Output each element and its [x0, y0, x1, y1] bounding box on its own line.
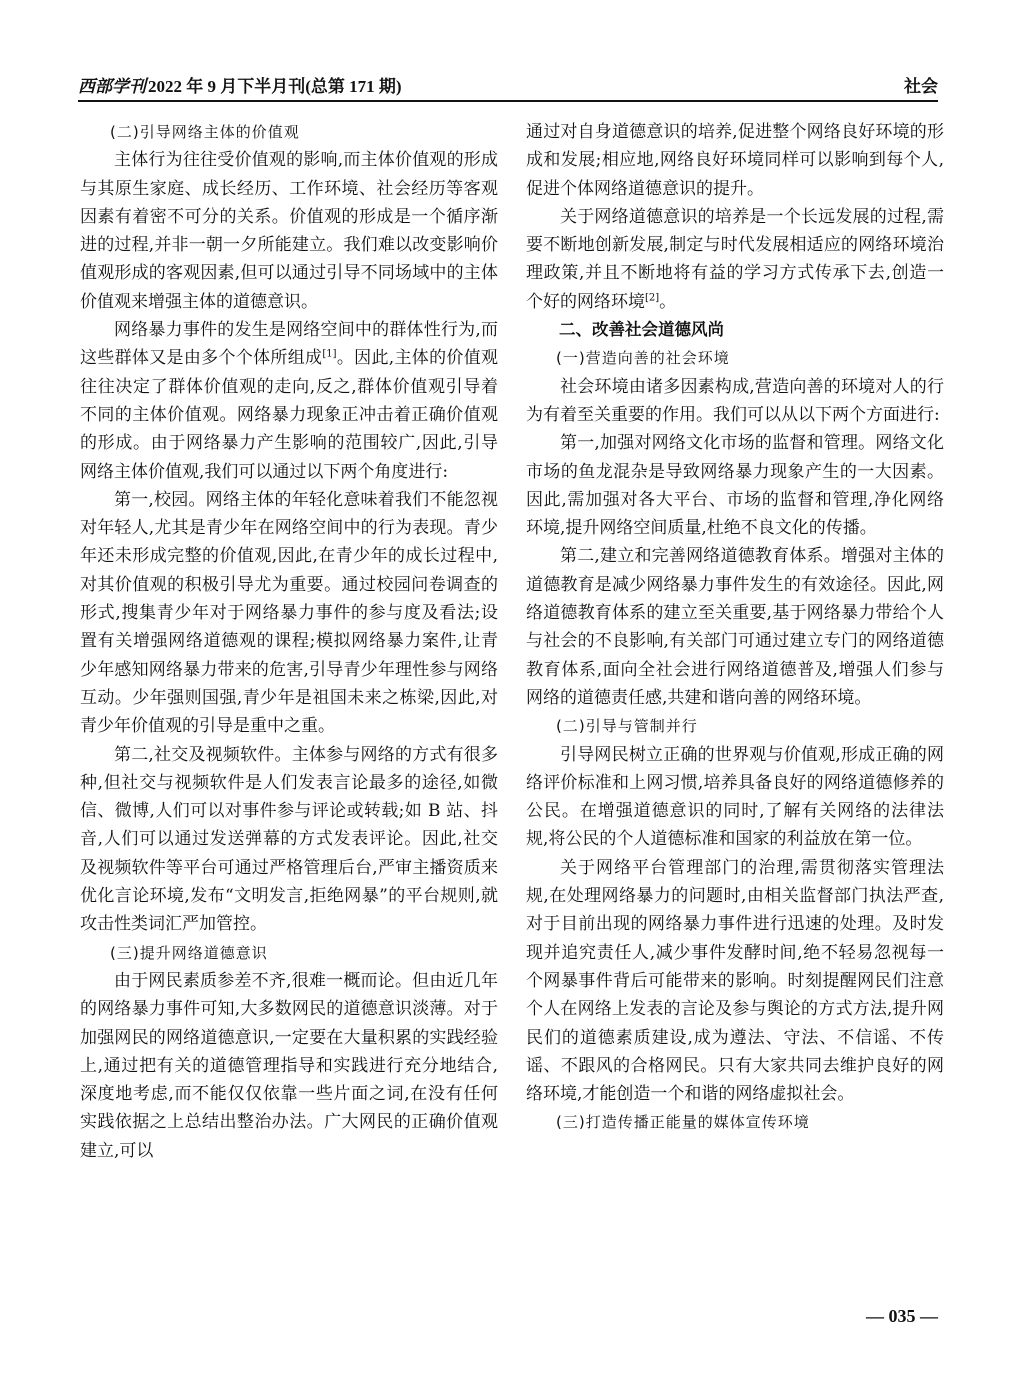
paragraph — [526, 854, 944, 1109]
paragraph-text: 通过对自身道德意识的培养,促进整个网络良好环境的形成和发展;相应地,网络良好环境同样可以影响到每个人,促进个体网络道德意识的提升。 — [526, 122, 944, 199]
running-header — [78, 68, 938, 98]
paragraph-text: 二、改善社会道德风尚 — [559, 320, 724, 340]
paragraph-text: (二)引导与管制并行 — [556, 717, 698, 736]
paragraph-text: 关于网络平台管理部门的治理,需贯彻落实管理法规,在处理网络暴力的问题时,由相关监督部门执法严查,对于目前出现的网络暴力事件进行迅速的处理。及时发现并追究责任人,减少事件发酵时间,绝不轻易忽视每一个网暴事件背后可能带来的影响。时刻提醒网民们注意个人在网络上发表的言论及参与舆论的方式方法,提升网民们的道德素质建设,成为遵法、守法、不信谣、不传谣、不跟风的合格网民。只有大家共同去维护良好的网络环境,才能创造一个和谐的网络虚拟社会。 — [526, 857, 944, 1105]
paragraph-text: 关于网络道德意识的培养是一个长远发展的过程,需要不断地创新发展,制定与时代发展相适应的网络环境治理政策,并且不断地将有益的学习方式传承下去,创造一个好的网络环境 — [526, 206, 944, 312]
paragraph-text: (二)引导网络主体的价值观 — [110, 123, 300, 141]
section-heading — [526, 316, 944, 344]
paragraph — [80, 316, 498, 486]
paragraph-text: 社会环境由诸多因素构成,营造向善的环境对人的行为有着至关重要的作用。我们可以从以下两个方面进行: — [526, 376, 944, 425]
journal-title — [78, 72, 402, 97]
paragraph-text: 主体行为往往受价值观的影响,而主体价值观的形成与其原生家庭、成长经历、工作环境、社会经历等客观因素有着密不可分的关系。价值观的形成是一个循序渐进的过程,并非一朝一夕所能建立。我们难以改变影响价值观形成的客观因素,但可以通过引导不同场域中的主体价值观来增强主体的道德意识。 — [80, 150, 498, 312]
paragraph-text: 网络暴力事件的发生是网络空间中的群体性行为,而这些群体又是由多个个体所组成 — [80, 320, 498, 369]
subsection-heading — [526, 344, 944, 372]
paragraph-text: (三)打造传播正能量的媒体宣传环境 — [556, 1113, 810, 1132]
paragraph-text: 。因此,主体的价值观往往决定了群体价值观的走向,反之,群体价值观引导着不同的主体价值观。网络暴力现象正冲击着正确价值观的形成。由于网络暴力产生影响的范围较广,因此,引导网络主体价值观,我们可以通过以下两个角度进行: — [80, 348, 499, 482]
paragraph — [526, 203, 944, 316]
paragraph-text: 第一,校园。网络主体的年轻化意味着我们不能忽视对年轻人,尤其是青少年在网络空间中的行为表现。青少年还未形成完整的价值观,因此,在青少年的成长过程中,对其价值观的积极引导尤为重要。通过校园问卷调查的形式,搜集青少年对于网络暴力事件的参与度及看法;设置有关增强网络道德观的课程;模拟网络暴力案件,让青少年感知网络暴力带来的危害,引导青少年理性参与网络互动。少年强则国强,青少年是祖国未来之栋梁,因此,对青少年价值观的引导是重中之重。 — [80, 489, 498, 737]
section-label: 社会 — [904, 77, 938, 97]
paragraph-text: 第一,加强对网络文化市场的监督和管理。网络文化市场的鱼龙混杂是导致网络暴力现象产生的一大因素。因此,需加强对各大平台、市场的监督和管理,净化网络环境,提升网络空间质量,杜绝不良文化的传播。 — [526, 433, 944, 539]
paragraph — [526, 429, 944, 542]
paragraph — [526, 373, 944, 430]
paragraph-text: (一)营造向善的社会环境 — [556, 349, 730, 368]
paragraph-text: 引导网民树立正确的世界观与价值观,形成正确的网络评价标准和上网习惯,培养具备良好的网络道德修养的公民。在增强道德意识的同时,了解有关网络的法律法规,将公民的个人道德标准和国家的利益放在第一位。 — [526, 744, 944, 850]
paragraph — [80, 146, 498, 316]
paragraph — [80, 741, 498, 939]
paragraph-text: 第二,建立和完善网络道德教育体系。增强对主体的道德教育是减少网络暴力事件发生的有效途径。因此,网络道德教育体系的建立至关重要,基于网络暴力带给个人与社会的不良影响,有关部门可通过建立专门的网络道德教育体系,面向全社会进行网络道德普及,增强人们参与网络的道德责任感,共建和谐向善的网络环境。 — [526, 546, 944, 708]
paragraph — [526, 118, 944, 203]
subsection-heading — [526, 1108, 944, 1136]
paragraph-text: 第二,社交及视频软件。主体参与网络的方式有很多种,但社交与视频软件是人们发表言论最多的途径,如微信、微博,人们可以对事件参与评论或转载;如 B 站、抖音,人们可以通过发送弹幕的方式发表评论。因此,社交及视频软件等平台可通过严格管理后台,严审主播资质来优化言论环境,发布“文明发言,拒绝网暴”的平台规则,就攻击性类词汇严加管控。 — [80, 744, 498, 935]
subsection-heading — [526, 712, 944, 740]
journal-issue: 2022 年 9 月下半月刊(总第 171 期) — [148, 77, 402, 96]
paragraph-text: (三)提升网络道德意识 — [110, 943, 268, 962]
right-column — [526, 118, 944, 1137]
citation-ref: [1] — [322, 348, 337, 360]
paragraph — [526, 542, 944, 712]
subsection-heading — [80, 118, 498, 146]
paragraph-text: 由于网民素质参差不齐,很难一概而论。但由近几年的网络暴力事件可知,大多数网民的道德意识淡薄。对于加强网民的网络道德意识,一定要在大量积累的实践经验上,通过把有关的道德管理指导和实践进行充分地结合,深度地考虑,而不能仅仅依靠一些片面之词,在没有任何实践依据之上总结出整治办法。广大网民的正确价值观建立,可以 — [80, 970, 498, 1161]
page-number: — 035 — — [866, 1306, 938, 1326]
paragraph-text: 。 — [659, 291, 677, 312]
paragraph — [80, 967, 498, 1165]
citation-ref: [2] — [645, 292, 660, 304]
paragraph — [80, 486, 498, 741]
paragraph — [526, 741, 944, 854]
left-column — [80, 118, 498, 1165]
journal-logo: 西部学刊 — [78, 77, 146, 96]
subsection-heading — [80, 939, 498, 967]
header-rule — [78, 100, 938, 102]
